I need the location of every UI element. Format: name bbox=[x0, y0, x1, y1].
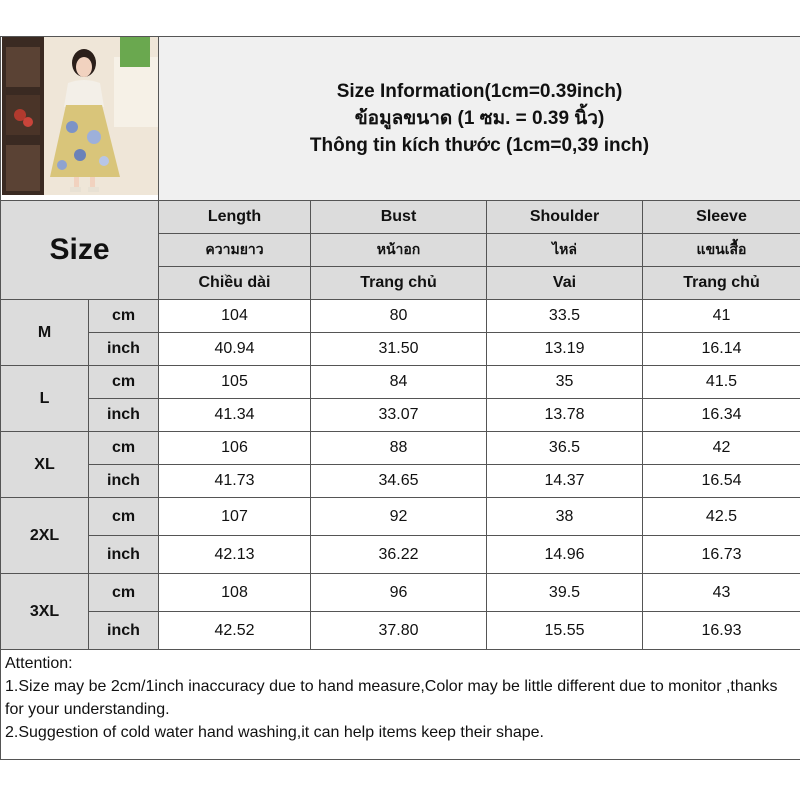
column-header-length-th: ความยาว bbox=[159, 234, 311, 267]
cell-sleeve-inch: 16.34 bbox=[643, 399, 800, 432]
size-header: Size bbox=[1, 201, 159, 300]
unit-cm: cm bbox=[89, 366, 159, 399]
cell-sleeve-cm: 41 bbox=[643, 300, 800, 333]
cell-bust-inch: 36.22 bbox=[311, 536, 487, 574]
unit-inch: inch bbox=[89, 333, 159, 366]
unit-inch: inch bbox=[89, 536, 159, 574]
column-header-shoulder-vi: Vai bbox=[487, 267, 643, 300]
cell-sleeve-cm: 41.5 bbox=[643, 366, 800, 399]
model-photo-illustration bbox=[2, 37, 158, 195]
cell-bust-inch: 33.07 bbox=[311, 399, 487, 432]
column-header-length: Length bbox=[159, 201, 311, 234]
table-row bbox=[1, 465, 800, 498]
column-header-bust-vi: Trang chủ bbox=[311, 267, 487, 300]
cell-length-cm: 105 bbox=[159, 366, 311, 399]
cell-shoulder-inch: 14.96 bbox=[487, 536, 643, 574]
cell-bust-cm: 96 bbox=[311, 574, 487, 612]
table-row bbox=[1, 300, 800, 333]
note-item: 2.Suggestion of cold water hand washing,it can help items keep their shape. bbox=[5, 724, 544, 741]
cell-length-inch: 42.52 bbox=[159, 612, 311, 650]
cell-sleeve-cm: 42.5 bbox=[643, 498, 800, 536]
cell-sleeve-cm: 43 bbox=[643, 574, 800, 612]
table-row bbox=[1, 536, 800, 574]
cell-length-cm: 107 bbox=[159, 498, 311, 536]
size-info-title bbox=[159, 37, 800, 201]
size-chart bbox=[0, 36, 800, 800]
cell-length-cm: 106 bbox=[159, 432, 311, 465]
cell-bust-cm: 92 bbox=[311, 498, 487, 536]
cell-length-inch: 41.34 bbox=[159, 399, 311, 432]
notes-heading: Attention: bbox=[5, 655, 73, 672]
unit-cm: cm bbox=[89, 574, 159, 612]
unit-cm: cm bbox=[89, 498, 159, 536]
cell-length-inch: 40.94 bbox=[159, 333, 311, 366]
size-2xl: 2XL bbox=[1, 498, 89, 574]
column-header-bust: Bust bbox=[311, 201, 487, 234]
cell-length-cm: 104 bbox=[159, 300, 311, 333]
cell-bust-inch: 31.50 bbox=[311, 333, 487, 366]
cell-sleeve-inch: 16.93 bbox=[643, 612, 800, 650]
cell-shoulder-cm: 36.5 bbox=[487, 432, 643, 465]
table-row bbox=[1, 574, 800, 612]
cell-sleeve-cm: 42 bbox=[643, 432, 800, 465]
cell-length-cm: 108 bbox=[159, 574, 311, 612]
table-row bbox=[1, 399, 800, 432]
cell-bust-cm: 84 bbox=[311, 366, 487, 399]
table-row bbox=[1, 333, 800, 366]
note-item: 1.Size may be 2cm/1inch inaccuracy due to hand measure,Color may be little different due to monitor ,thanks for your understanding. bbox=[5, 678, 778, 718]
model-photo bbox=[1, 37, 159, 201]
column-header-sleeve-th: แขนเสื้อ bbox=[643, 234, 800, 267]
cell-shoulder-inch: 15.55 bbox=[487, 612, 643, 650]
cell-bust-cm: 88 bbox=[311, 432, 487, 465]
cell-bust-inch: 37.80 bbox=[311, 612, 487, 650]
cell-shoulder-inch: 13.19 bbox=[487, 333, 643, 366]
column-header-shoulder-th: ไหล่ bbox=[487, 234, 643, 267]
title-line-en: Size Information(1cm=0.39inch) bbox=[336, 81, 623, 102]
size-3xl: 3XL bbox=[1, 574, 89, 650]
cell-shoulder-cm: 35 bbox=[487, 366, 643, 399]
size-m: M bbox=[1, 300, 89, 366]
table-row bbox=[1, 366, 800, 399]
cell-shoulder-cm: 39.5 bbox=[487, 574, 643, 612]
unit-inch: inch bbox=[89, 399, 159, 432]
title-line-th: ข้อมูลขนาด (1 ซม. = 0.39 นิ้ว) bbox=[354, 108, 605, 129]
column-header-bust-th: หน้าอก bbox=[311, 234, 487, 267]
attention-notes bbox=[1, 650, 800, 760]
table-row bbox=[1, 498, 800, 536]
cell-length-inch: 41.73 bbox=[159, 465, 311, 498]
cell-bust-inch: 34.65 bbox=[311, 465, 487, 498]
cell-length-inch: 42.13 bbox=[159, 536, 311, 574]
column-header-sleeve-vi: Trang chủ bbox=[643, 267, 800, 300]
table-row bbox=[1, 432, 800, 465]
cell-shoulder-cm: 38 bbox=[487, 498, 643, 536]
unit-inch: inch bbox=[89, 612, 159, 650]
cell-shoulder-cm: 33.5 bbox=[487, 300, 643, 333]
column-header-length-vi: Chiều dài bbox=[159, 267, 311, 300]
size-xl: XL bbox=[1, 432, 89, 498]
unit-inch: inch bbox=[89, 465, 159, 498]
cell-sleeve-inch: 16.14 bbox=[643, 333, 800, 366]
cell-shoulder-inch: 14.37 bbox=[487, 465, 643, 498]
unit-cm: cm bbox=[89, 300, 159, 333]
size-table bbox=[0, 36, 800, 760]
cell-sleeve-inch: 16.73 bbox=[643, 536, 800, 574]
column-header-shoulder: Shoulder bbox=[487, 201, 643, 234]
cell-sleeve-inch: 16.54 bbox=[643, 465, 800, 498]
size-l: L bbox=[1, 366, 89, 432]
table-row bbox=[1, 612, 800, 650]
unit-cm: cm bbox=[89, 432, 159, 465]
cell-bust-cm: 80 bbox=[311, 300, 487, 333]
column-header-sleeve: Sleeve bbox=[643, 201, 800, 234]
title-line-vi: Thông tin kích thước (1cm=0,39 inch) bbox=[309, 135, 650, 156]
cell-shoulder-inch: 13.78 bbox=[487, 399, 643, 432]
